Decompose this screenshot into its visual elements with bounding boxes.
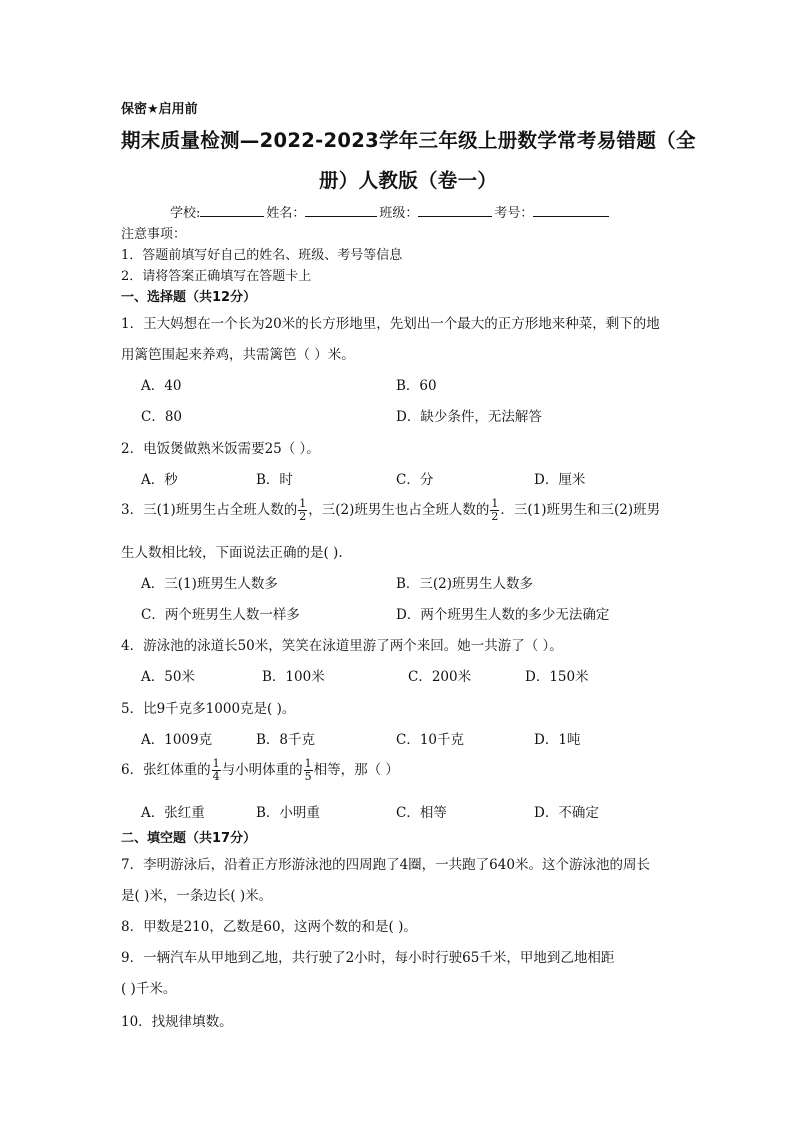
question-7-line1: 7．李明游泳后，沿着正方形游泳池的四周跑了4圈，一共跑了640米。这个游泳池的周长 [121, 857, 650, 873]
q3-option-a: A．三(1)班男生人数多 [141, 576, 278, 592]
fraction-one-half [298, 498, 307, 523]
notice-item-1: 1．答题前填写好自己的姓名、班级、考号等信息 [121, 248, 403, 263]
notice-heading: 注意事项： [121, 227, 187, 242]
q5-option-d: D．1吨 [534, 732, 581, 748]
fraction-numerator: 1 [212, 757, 220, 770]
q2-option-a: A．秒 [141, 472, 178, 488]
q6-option-b: B．小明重 [256, 805, 320, 821]
question-10: 10．找规律填数。 [121, 1014, 233, 1030]
fraction-denominator: 5 [304, 770, 312, 783]
name-label: 姓名： [266, 206, 306, 221]
q1-option-b: B．60 [396, 378, 437, 394]
fraction-numerator: 1 [491, 497, 499, 510]
question-6 [121, 758, 399, 783]
q3-option-c: C．两个班男生人数一样多 [141, 607, 300, 623]
question-9-line2: ( )千米。 [121, 981, 177, 997]
q2-option-b: B．时 [256, 472, 293, 488]
q1-option-a: A．40 [141, 378, 182, 394]
q5-option-a: A．1009克 [141, 732, 213, 748]
fraction-one-half [490, 498, 499, 523]
q4-option-a: A．50米 [141, 669, 195, 685]
q3-option-d: D．两个班男生人数的多少无法确定 [396, 607, 610, 623]
fraction-numerator: 1 [304, 757, 312, 770]
question-3-line1 [121, 498, 660, 523]
q4-option-c: C．200米 [408, 669, 472, 685]
fraction-one-fifth [304, 758, 313, 783]
school-label: 学校: [170, 206, 201, 221]
fraction-numerator: 1 [299, 497, 307, 510]
question-5: 5．比9千克多1000克是( )。 [121, 701, 296, 717]
exam-number-blank [533, 203, 609, 217]
q3-text-part3: ．三(1)班男生和三(2)班男 [500, 502, 661, 518]
question-1-line1: 1．王大妈想在一个长为20米的长方形地里，先划出一个最大的正方形地来种菜，剩下的地 [121, 316, 660, 332]
q3-text-part1: 3．三(1)班男生占全班人数的 [121, 502, 298, 518]
q6-option-c: C．相等 [396, 805, 447, 821]
q6-text-part3: 相等，那（ ） [313, 762, 399, 778]
fraction-denominator: 2 [299, 510, 307, 523]
name-blank [305, 203, 377, 217]
exam-number-label: 考号： [494, 206, 534, 221]
exam-title-line1: 期末质量检测—2022-2023学年三年级上册数学常考易错题（全 [121, 129, 696, 152]
q2-option-d: D．厘米 [534, 472, 586, 488]
q6-option-a: A．张红重 [141, 805, 205, 821]
q6-text-part2: 与小明体重的 [221, 762, 303, 778]
section-heading-fill-blank: 二、填空题（共17分） [121, 831, 257, 846]
student-info-row [170, 202, 611, 221]
q2-option-c: C．分 [396, 472, 434, 488]
class-blank [418, 203, 492, 217]
notice-item-2: 2．请将答案正确填写在答题卡上 [121, 269, 312, 284]
fraction-denominator: 2 [491, 510, 499, 523]
q1-option-d: D．缺少条件，无法解答 [396, 409, 542, 425]
exam-title-line2: 册）人教版（卷一） [319, 169, 498, 192]
question-1-line2: 用篱笆围起来养鸡，共需篱笆（ ）米。 [121, 347, 355, 363]
q3-option-b: B．三(2)班男生人数多 [396, 576, 534, 592]
question-9-line1: 9．一辆汽车从甲地到乙地，共行驶了2小时，每小时行驶65千米，甲地到乙地相距 [121, 950, 615, 966]
question-4: 4．游泳池的泳道长50米，笑笑在泳道里游了两个来回。她一共游了（ ）。 [121, 638, 563, 654]
question-3-line2: 生人数相比较，下面说法正确的是( ). [121, 545, 343, 561]
question-2: 2．电饭煲做熟米饭需要25（ ）。 [121, 441, 320, 457]
class-label: 班级： [379, 206, 419, 221]
q1-option-c: C．80 [141, 409, 183, 425]
fraction-denominator: 4 [212, 770, 220, 783]
q5-option-b: B．8千克 [256, 732, 316, 748]
question-8: 8．甲数是210，乙数是60，这两个数的和是( )。 [121, 919, 417, 935]
q6-option-d: D．不确定 [534, 805, 599, 821]
q6-text-part1: 6．张红体重的 [121, 762, 211, 778]
school-blank [200, 203, 264, 217]
section-heading-choice: 一、选择题（共12分） [121, 290, 257, 305]
question-7-line2: 是( )米，一条边长( )米。 [121, 888, 273, 904]
q5-option-c: C．10千克 [396, 732, 465, 748]
q4-option-d: D．150米 [525, 669, 589, 685]
fraction-one-quarter [212, 758, 221, 783]
q3-text-part2: ，三(2)班男生也占全班人数的 [308, 502, 490, 518]
confidential-label: 保密★启用前 [121, 102, 198, 117]
q4-option-b: B．100米 [262, 669, 325, 685]
